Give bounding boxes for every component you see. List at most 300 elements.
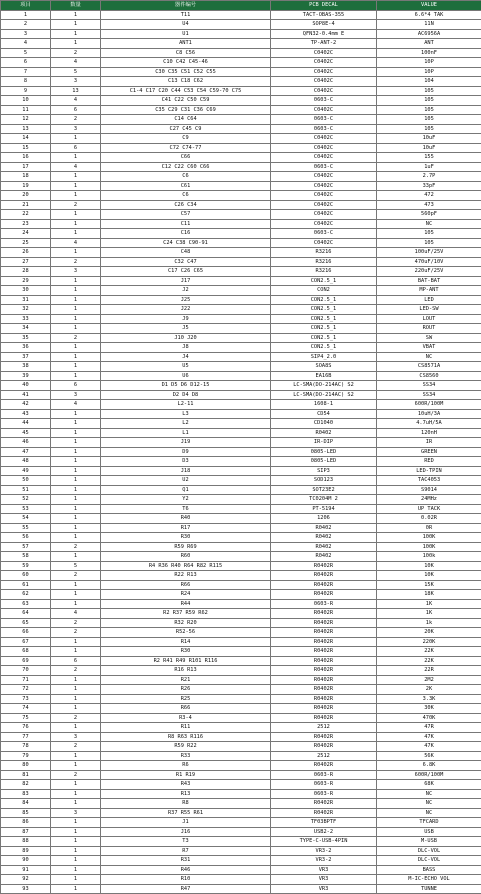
- cell-no: 40: [1, 381, 51, 391]
- cell-qty: 1: [51, 371, 101, 381]
- cell-qty: 4: [51, 609, 101, 619]
- cell-value: RED: [377, 457, 481, 467]
- cell-ref: R3-4: [101, 713, 271, 723]
- cell-pcb-decal: TC0204M 2: [271, 495, 377, 505]
- cell-value: AC6956A: [377, 29, 481, 39]
- table-row: [1, 124, 481, 134]
- cell-qty: 4: [51, 96, 101, 106]
- cell-ref: R8: [101, 799, 271, 809]
- table-row: [1, 172, 481, 182]
- cell-ref: C32 C47: [101, 257, 271, 267]
- col-header-no: 项目: [1, 1, 51, 11]
- table-row: [1, 808, 481, 818]
- cell-ref: J9: [101, 314, 271, 324]
- cell-no: 43: [1, 409, 51, 419]
- cell-no: 52: [1, 495, 51, 505]
- cell-ref: J17: [101, 276, 271, 286]
- cell-no: 76: [1, 723, 51, 733]
- table-row: [1, 656, 481, 666]
- cell-qty: 2: [51, 48, 101, 58]
- cell-pcb-decal: C0402C: [271, 134, 377, 144]
- cell-ref: U1: [101, 29, 271, 39]
- table-row: [1, 181, 481, 191]
- table-row: [1, 409, 481, 419]
- cell-ref: R43: [101, 780, 271, 790]
- cell-ref: Q1: [101, 485, 271, 495]
- cell-value: M-USB: [377, 837, 481, 847]
- cell-qty: 1: [51, 780, 101, 790]
- table-row: [1, 628, 481, 638]
- table-row: [1, 732, 481, 742]
- cell-no: 23: [1, 219, 51, 229]
- cell-ref: T11: [101, 10, 271, 20]
- cell-pcb-decal: C0402C: [271, 67, 377, 77]
- cell-pcb-decal: R0402R: [271, 808, 377, 818]
- cell-qty: 1: [51, 286, 101, 296]
- table-row: [1, 276, 481, 286]
- cell-value: 56K: [377, 751, 481, 761]
- cell-qty: 4: [51, 162, 101, 172]
- cell-no: 6: [1, 58, 51, 68]
- cell-pcb-decal: 2512: [271, 751, 377, 761]
- cell-value: 10uF: [377, 143, 481, 153]
- cell-qty: 4: [51, 400, 101, 410]
- cell-value: 220uF/25V: [377, 267, 481, 277]
- cell-qty: 2: [51, 713, 101, 723]
- cell-value: 15K: [377, 580, 481, 590]
- cell-no: 45: [1, 428, 51, 438]
- cell-qty: 1: [51, 875, 101, 885]
- cell-value: NC: [377, 799, 481, 809]
- cell-pcb-decal: 0603-R: [271, 599, 377, 609]
- cell-pcb-decal: SIP3: [271, 466, 377, 476]
- cell-qty: 1: [51, 229, 101, 239]
- cell-pcb-decal: IR-DIP: [271, 438, 377, 448]
- cell-value: 30K: [377, 704, 481, 714]
- cell-value: 105: [377, 105, 481, 115]
- table-row: [1, 485, 481, 495]
- cell-qty: 1: [51, 761, 101, 771]
- cell-qty: 1: [51, 485, 101, 495]
- cell-qty: 1: [51, 675, 101, 685]
- cell-pcb-decal: TACT-OBAS-355: [271, 10, 377, 20]
- cell-value: 105: [377, 238, 481, 248]
- cell-qty: 1: [51, 362, 101, 372]
- cell-value: 33pF: [377, 181, 481, 191]
- cell-value: IR: [377, 438, 481, 448]
- cell-pcb-decal: R0402R: [271, 742, 377, 752]
- table-row: [1, 39, 481, 49]
- cell-value: 473: [377, 200, 481, 210]
- cell-ref: C8 C56: [101, 48, 271, 58]
- cell-ref: R24: [101, 590, 271, 600]
- cell-qty: 4: [51, 238, 101, 248]
- cell-value: 470K: [377, 713, 481, 723]
- cell-ref: C61: [101, 181, 271, 191]
- cell-no: 26: [1, 248, 51, 258]
- cell-value: NC: [377, 219, 481, 229]
- cell-ref: Y2: [101, 495, 271, 505]
- cell-ref: R22 R13: [101, 571, 271, 581]
- cell-no: 89: [1, 846, 51, 856]
- table-row: [1, 618, 481, 628]
- cell-value: 10P: [377, 58, 481, 68]
- cell-value: 47K: [377, 742, 481, 752]
- cell-qty: 1: [51, 466, 101, 476]
- cell-qty: 1: [51, 191, 101, 201]
- table-row: [1, 10, 481, 20]
- cell-value: USB: [377, 827, 481, 837]
- cell-ref: C11: [101, 219, 271, 229]
- cell-ref: R60: [101, 552, 271, 562]
- cell-pcb-decal: R0402: [271, 542, 377, 552]
- cell-ref: R4 R36 R40 R64 R82 R115: [101, 561, 271, 571]
- cell-no: 93: [1, 884, 51, 894]
- cell-ref: C9: [101, 134, 271, 144]
- cell-qty: 1: [51, 590, 101, 600]
- cell-pcb-decal: SOP8E-4: [271, 20, 377, 30]
- cell-no: 62: [1, 590, 51, 600]
- cell-qty: 1: [51, 210, 101, 220]
- cell-pcb-decal: C0402C: [271, 77, 377, 87]
- cell-no: 72: [1, 685, 51, 695]
- cell-no: 47: [1, 447, 51, 457]
- cell-pcb-decal: CON2.5_1: [271, 314, 377, 324]
- cell-no: 28: [1, 267, 51, 277]
- cell-value: 100k: [377, 552, 481, 562]
- cell-qty: 3: [51, 124, 101, 134]
- cell-qty: 1: [51, 837, 101, 847]
- cell-pcb-decal: R0402R: [271, 590, 377, 600]
- cell-no: 8: [1, 77, 51, 87]
- cell-no: 85: [1, 808, 51, 818]
- table-row: [1, 609, 481, 619]
- cell-value: 10uH/3A: [377, 409, 481, 419]
- cell-value: 1K: [377, 609, 481, 619]
- cell-ref: C24 C38 C90-91: [101, 238, 271, 248]
- cell-ref: T3: [101, 837, 271, 847]
- cell-qty: 1: [51, 419, 101, 429]
- cell-no: 10: [1, 96, 51, 106]
- table-row: [1, 694, 481, 704]
- cell-qty: 2: [51, 770, 101, 780]
- cell-ref: C26 C34: [101, 200, 271, 210]
- cell-pcb-decal: C0402C: [271, 238, 377, 248]
- cell-ref: ANT1: [101, 39, 271, 49]
- cell-pcb-decal: VR3-2: [271, 846, 377, 856]
- table-row: [1, 96, 481, 106]
- cell-no: 37: [1, 352, 51, 362]
- table-row: [1, 248, 481, 258]
- cell-pcb-decal: R0402R: [271, 580, 377, 590]
- table-row: [1, 115, 481, 125]
- cell-no: 66: [1, 628, 51, 638]
- cell-qty: 1: [51, 884, 101, 894]
- table-row: [1, 533, 481, 543]
- cell-no: 61: [1, 580, 51, 590]
- cell-qty: 1: [51, 637, 101, 647]
- table-row: [1, 723, 481, 733]
- cell-ref: C17 C26 C65: [101, 267, 271, 277]
- cell-ref: R52-56: [101, 628, 271, 638]
- cell-qty: 1: [51, 352, 101, 362]
- cell-no: 12: [1, 115, 51, 125]
- cell-no: 57: [1, 542, 51, 552]
- table-row: [1, 219, 481, 229]
- cell-ref: T6: [101, 504, 271, 514]
- cell-value: 10uF: [377, 134, 481, 144]
- cell-pcb-decal: R0402R: [271, 637, 377, 647]
- table-row: [1, 400, 481, 410]
- cell-pcb-decal: R0402R: [271, 666, 377, 676]
- cell-ref: J2: [101, 286, 271, 296]
- cell-pcb-decal: R3216: [271, 257, 377, 267]
- cell-pcb-decal: 0603-C: [271, 115, 377, 125]
- cell-qty: 6: [51, 656, 101, 666]
- cell-value: 1K: [377, 599, 481, 609]
- cell-value: NC: [377, 789, 481, 799]
- cell-qty: 2: [51, 628, 101, 638]
- cell-qty: 2: [51, 333, 101, 343]
- cell-pcb-decal: R0402: [271, 533, 377, 543]
- cell-value: NC: [377, 352, 481, 362]
- cell-ref: J25: [101, 295, 271, 305]
- cell-value: SS34: [377, 381, 481, 391]
- cell-value: 105: [377, 124, 481, 134]
- cell-qty: 1: [51, 523, 101, 533]
- cell-pcb-decal: C0402C: [271, 210, 377, 220]
- table-row: [1, 352, 481, 362]
- cell-no: 29: [1, 276, 51, 286]
- cell-no: 15: [1, 143, 51, 153]
- cell-qty: 1: [51, 314, 101, 324]
- cell-no: 54: [1, 514, 51, 524]
- cell-pcb-decal: R0402R: [271, 732, 377, 742]
- cell-pcb-decal: R0402R: [271, 609, 377, 619]
- cell-pcb-decal: VR3: [271, 865, 377, 875]
- cell-qty: 6: [51, 105, 101, 115]
- cell-ref: J4: [101, 352, 271, 362]
- cell-qty: 1: [51, 153, 101, 163]
- table-row: [1, 789, 481, 799]
- cell-no: 82: [1, 780, 51, 790]
- cell-pcb-decal: 0603-R: [271, 770, 377, 780]
- cell-pcb-decal: C0402C: [271, 105, 377, 115]
- cell-pcb-decal: PT-5194: [271, 504, 377, 514]
- cell-pcb-decal: USB2-2: [271, 827, 377, 837]
- cell-value: TFCARD: [377, 818, 481, 828]
- cell-value: VBAT: [377, 343, 481, 353]
- cell-value: 47R: [377, 723, 481, 733]
- table-row: [1, 637, 481, 647]
- cell-value: 104: [377, 77, 481, 87]
- cell-value: TUNNE: [377, 884, 481, 894]
- cell-pcb-decal: R0402R: [271, 761, 377, 771]
- table-row: [1, 542, 481, 552]
- cell-qty: 5: [51, 67, 101, 77]
- cell-value: 105: [377, 96, 481, 106]
- cell-pcb-decal: R0402: [271, 552, 377, 562]
- cell-pcb-decal: R0402R: [271, 656, 377, 666]
- cell-pcb-decal: C0402C: [271, 58, 377, 68]
- cell-value: SS34: [377, 390, 481, 400]
- cell-value: 22K: [377, 656, 481, 666]
- cell-qty: 1: [51, 647, 101, 657]
- cell-ref: R1 R19: [101, 770, 271, 780]
- cell-ref: L2-11: [101, 400, 271, 410]
- table-row: [1, 371, 481, 381]
- cell-pcb-decal: 0603-C: [271, 162, 377, 172]
- cell-ref: R21: [101, 675, 271, 685]
- cell-pcb-decal: R0402R: [271, 647, 377, 657]
- cell-ref: C35 C29 C31 C36 C69: [101, 105, 271, 115]
- cell-qty: 1: [51, 846, 101, 856]
- cell-qty: 3: [51, 77, 101, 87]
- cell-pcb-decal: R3216: [271, 267, 377, 277]
- table-row: [1, 742, 481, 752]
- cell-ref: J8: [101, 343, 271, 353]
- cell-ref: R46: [101, 865, 271, 875]
- table-row: [1, 428, 481, 438]
- cell-qty: 1: [51, 29, 101, 39]
- cell-ref: R59 R69: [101, 542, 271, 552]
- cell-value: 24MHz: [377, 495, 481, 505]
- cell-value: 120nH: [377, 428, 481, 438]
- table-row: [1, 704, 481, 714]
- cell-qty: 1: [51, 428, 101, 438]
- cell-ref: R7: [101, 846, 271, 856]
- cell-no: 5: [1, 48, 51, 58]
- cell-pcb-decal: VR3: [271, 884, 377, 894]
- cell-qty: 1: [51, 409, 101, 419]
- cell-qty: 1: [51, 552, 101, 562]
- table-row: [1, 324, 481, 334]
- cell-pcb-decal: C0402C: [271, 48, 377, 58]
- cell-pcb-decal: CON2.5_1: [271, 324, 377, 334]
- table-row: [1, 685, 481, 695]
- cell-ref: U4: [101, 20, 271, 30]
- cell-no: 24: [1, 229, 51, 239]
- cell-no: 79: [1, 751, 51, 761]
- cell-pcb-decal: CON2.5_1: [271, 305, 377, 315]
- cell-pcb-decal: CON2.5_1: [271, 295, 377, 305]
- cell-qty: 1: [51, 20, 101, 30]
- cell-no: 84: [1, 799, 51, 809]
- cell-pcb-decal: R0402R: [271, 685, 377, 695]
- cell-ref: U6: [101, 371, 271, 381]
- cell-pcb-decal: 0603-C: [271, 229, 377, 239]
- cell-value: 18K: [377, 590, 481, 600]
- cell-pcb-decal: CON2.5_1: [271, 333, 377, 343]
- cell-value: 1uF: [377, 162, 481, 172]
- cell-pcb-decal: R0402R: [271, 675, 377, 685]
- cell-qty: 3: [51, 390, 101, 400]
- cell-pcb-decal: C0402C: [271, 143, 377, 153]
- cell-ref: D3: [101, 457, 271, 467]
- cell-qty: 4: [51, 58, 101, 68]
- cell-ref: U2: [101, 476, 271, 486]
- cell-value: BAT-BAT: [377, 276, 481, 286]
- table-row: [1, 770, 481, 780]
- table-row: [1, 447, 481, 457]
- table-row: [1, 884, 481, 894]
- cell-ref: R66: [101, 704, 271, 714]
- cell-no: 16: [1, 153, 51, 163]
- cell-no: 60: [1, 571, 51, 581]
- cell-value: 472: [377, 191, 481, 201]
- table-row: [1, 514, 481, 524]
- cell-no: 92: [1, 875, 51, 885]
- cell-pcb-decal: C0402C: [271, 172, 377, 182]
- cell-qty: 1: [51, 248, 101, 258]
- cell-qty: 1: [51, 172, 101, 182]
- cell-ref: R6: [101, 761, 271, 771]
- table-row: [1, 818, 481, 828]
- cell-ref: R16 R13: [101, 666, 271, 676]
- cell-value: LED: [377, 295, 481, 305]
- cell-pcb-decal: R0402: [271, 428, 377, 438]
- cell-no: 39: [1, 371, 51, 381]
- cell-value: 1k: [377, 618, 481, 628]
- cell-ref: R44: [101, 599, 271, 609]
- cell-qty: 6: [51, 381, 101, 391]
- cell-pcb-decal: CD1040: [271, 419, 377, 429]
- cell-value: ANT: [377, 39, 481, 49]
- cell-no: 50: [1, 476, 51, 486]
- cell-ref: J19: [101, 438, 271, 448]
- cell-no: 7: [1, 67, 51, 77]
- cell-pcb-decal: CON2: [271, 286, 377, 296]
- cell-no: 41: [1, 390, 51, 400]
- cell-no: 22: [1, 210, 51, 220]
- cell-pcb-decal: TF03BPTF: [271, 818, 377, 828]
- cell-pcb-decal: TP-ANT-2: [271, 39, 377, 49]
- cell-qty: 3: [51, 732, 101, 742]
- table-row: [1, 29, 481, 39]
- cell-pcb-decal: R0402R: [271, 561, 377, 571]
- cell-qty: 1: [51, 818, 101, 828]
- cell-ref: L2: [101, 419, 271, 429]
- cell-value: 470uF/10V: [377, 257, 481, 267]
- cell-qty: 1: [51, 10, 101, 20]
- cell-no: 20: [1, 191, 51, 201]
- cell-no: 59: [1, 561, 51, 571]
- table-row: [1, 58, 481, 68]
- cell-pcb-decal: 0603-C: [271, 124, 377, 134]
- cell-no: 19: [1, 181, 51, 191]
- cell-value: CS8560: [377, 371, 481, 381]
- table-row: [1, 561, 481, 571]
- cell-qty: 1: [51, 514, 101, 524]
- cell-ref: R59 R22: [101, 742, 271, 752]
- cell-pcb-decal: VR3: [271, 875, 377, 885]
- table-row: [1, 466, 481, 476]
- cell-no: 65: [1, 618, 51, 628]
- cell-qty: 6: [51, 143, 101, 153]
- cell-pcb-decal: CON2.5_1: [271, 343, 377, 353]
- cell-value: SW: [377, 333, 481, 343]
- cell-value: CS8571A: [377, 362, 481, 372]
- cell-ref: R25: [101, 694, 271, 704]
- cell-ref: D2 D4 D8: [101, 390, 271, 400]
- cell-pcb-decal: C0402C: [271, 219, 377, 229]
- cell-no: 21: [1, 200, 51, 210]
- cell-pcb-decal: R0402R: [271, 618, 377, 628]
- table-row: [1, 210, 481, 220]
- table-body: [1, 10, 481, 894]
- cell-qty: 1: [51, 324, 101, 334]
- cell-ref: R2 R41 R49 R101 R116: [101, 656, 271, 666]
